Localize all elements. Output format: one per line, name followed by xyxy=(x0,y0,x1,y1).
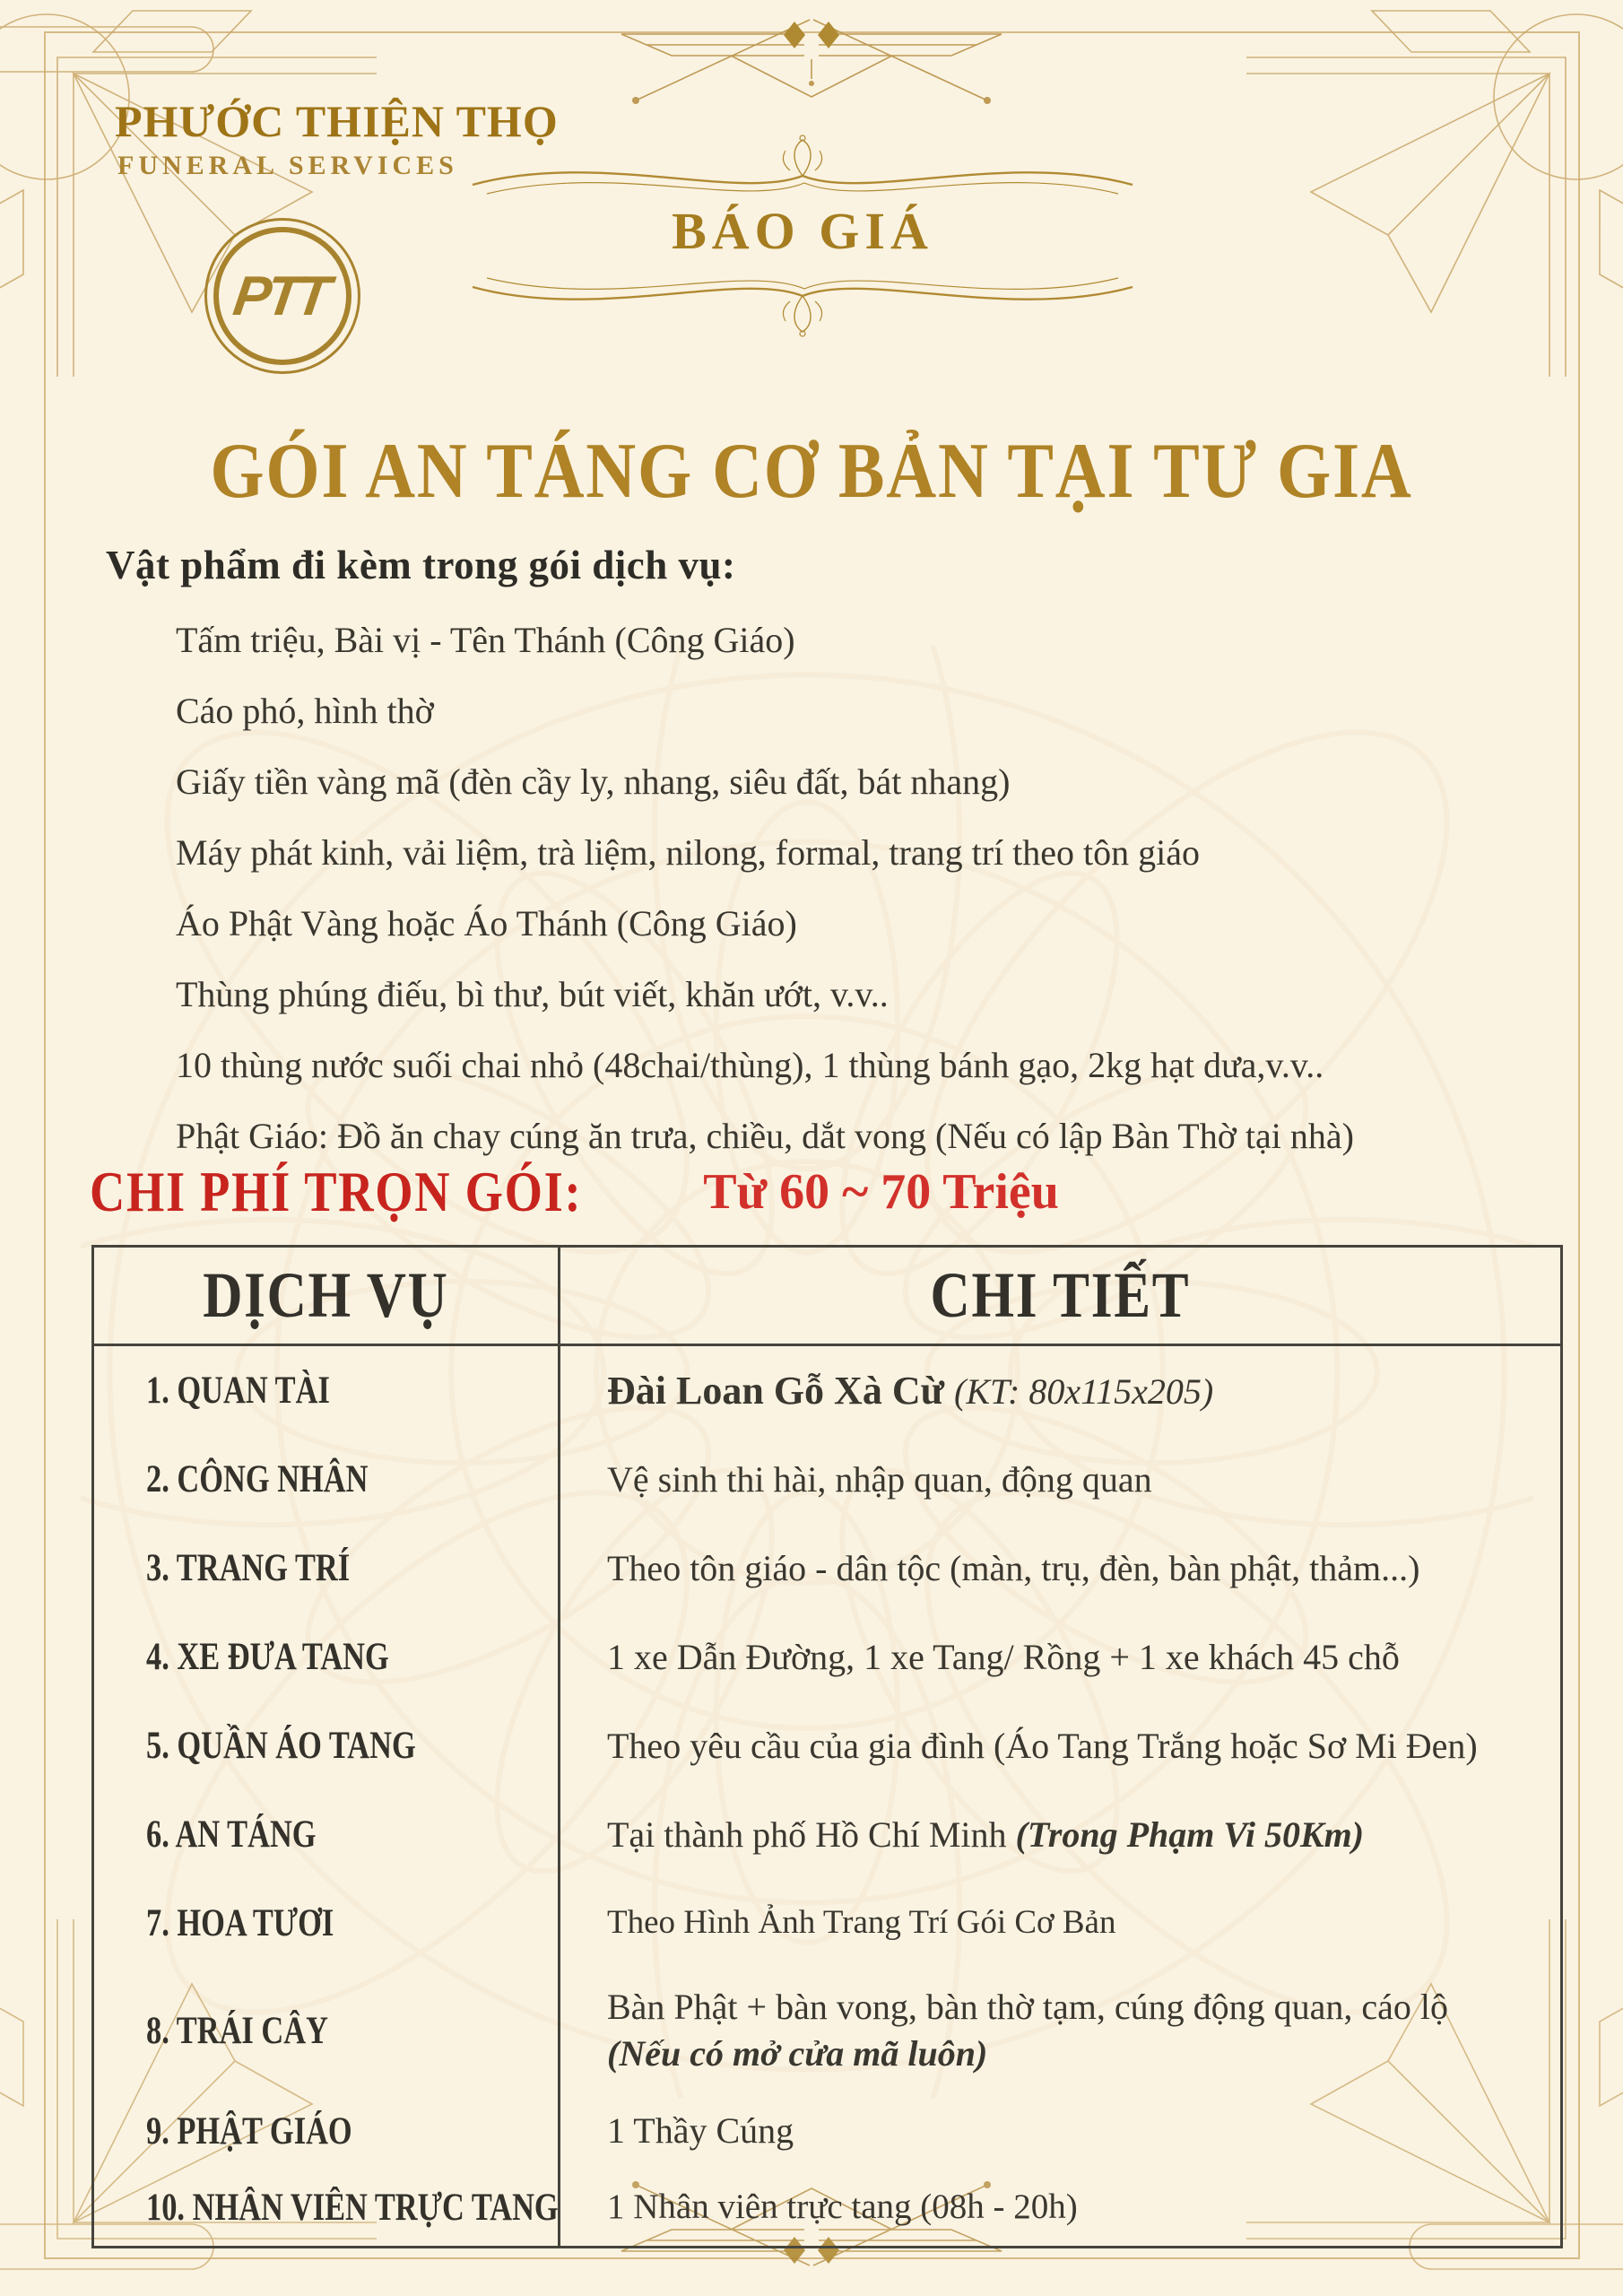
detail-cell xyxy=(558,2093,1560,2169)
table-row xyxy=(94,1435,1560,1524)
service-name: 9. PHẬT GIÁO xyxy=(146,2109,352,2152)
table-header-detail xyxy=(558,1248,1560,1344)
service-name: 1. QUAN TÀI xyxy=(146,1370,330,1412)
table-row xyxy=(94,1613,1560,1701)
brand-logo-ring xyxy=(213,227,352,365)
page-title: GÓI AN TÁNG CƠ BẢN TẠI TƯ GIA xyxy=(210,428,1413,515)
detail-line: Theo Hình Ảnh Trang Trí Gói Cơ Bản xyxy=(607,1904,1116,1942)
detail-line: Theo tôn giáo - dân tộc (màn, trụ, đèn, bàn phật, thảm...) xyxy=(607,1547,1420,1588)
included-item: 10 thùng nước suối chai nhỏ (48chai/thùng), 1 thùng bánh gạo, 2kg hạt dưa,v.v.. xyxy=(176,1045,1324,1085)
brand-logo-text: PTT xyxy=(230,265,330,327)
wing-ornament-icon xyxy=(596,14,1027,113)
detail-line: Tại thành phố Hồ Chí Minh (Trong Phạm Vi 50Km) xyxy=(607,1813,1365,1855)
service-name: 7. HOA TƯƠI xyxy=(146,1902,334,1944)
included-heading: Vật phẩm đi kèm trong gói dịch vụ: xyxy=(106,543,736,587)
included-item: Cáo phó, hình thờ xyxy=(176,691,434,731)
flourish-icon xyxy=(471,262,1134,337)
detail-line: Vệ sinh thi hài, nhập quan, động quan xyxy=(607,1458,1152,1500)
table-row xyxy=(94,2093,1560,2169)
table-row xyxy=(94,1879,1560,1968)
included-item: Máy phát kinh, vải liệm, trà liệm, nilong, formal, trang trí theo tôn giáo xyxy=(176,832,1200,873)
service-cell xyxy=(94,1790,558,1879)
company-name: PHƯỚC THIỆN THỌ xyxy=(115,96,559,146)
detail-cell xyxy=(558,1613,1560,1701)
table-header-service-label: DỊCH VỤ xyxy=(203,1259,449,1331)
corner-ornament-icon xyxy=(1246,0,1623,377)
service-name: 6. AN TÁNG xyxy=(146,1813,317,1856)
service-cell xyxy=(94,1968,558,2093)
table-body xyxy=(94,1346,1560,2246)
detail-line: Đài Loan Gỗ Xà Cừ (KT: 80x115x205) xyxy=(607,1368,1214,1413)
table-row xyxy=(94,2169,1560,2246)
detail-line: 1 Nhân viên trực tang (08h - 20h) xyxy=(607,2187,1078,2226)
detail-cell xyxy=(558,1524,1560,1613)
detail-cell xyxy=(558,1701,1560,1790)
service-name: 5. QUẦN ÁO TANG xyxy=(146,1725,416,1767)
detail-line: Theo yêu cầu của gia đình (Áo Tang Trắng hoặc Sơ Mi Đen) xyxy=(607,1725,1478,1766)
included-item: Tấm triệu, Bài vị - Tên Thánh (Công Giáo) xyxy=(176,620,795,660)
table-header-detail-label: CHI TIẾT xyxy=(930,1259,1191,1331)
detail-cell xyxy=(558,1346,1560,1435)
detail-line: Bàn Phật + bàn vong, bàn thờ tạm, cúng động quan, cáo lộ xyxy=(607,1987,1448,2027)
table-header-row xyxy=(94,1248,1560,1346)
service-cell xyxy=(94,2169,558,2246)
service-name: 2. CÔNG NHÂN xyxy=(146,1458,369,1500)
table-row xyxy=(94,1968,1560,2093)
table-header-service xyxy=(94,1248,558,1344)
detail-cell xyxy=(558,1790,1560,1879)
included-item: Giấy tiền vàng mã (đèn cầy ly, nhang, siêu đất, bát nhang) xyxy=(176,761,1011,802)
service-cell xyxy=(94,1524,558,1613)
doc-label: BÁO GIÁ xyxy=(672,202,933,260)
detail-cell xyxy=(558,1879,1560,1968)
detail-line: 1 xe Dẫn Đường, 1 xe Tang/ Rồng + 1 xe khách 45 chỗ xyxy=(607,1636,1400,1677)
flourish-icon xyxy=(471,135,1134,210)
detail-line: 1 Thầy Cúng xyxy=(607,2110,794,2151)
included-item: Phật Giáo: Đồ ăn chay cúng ăn trưa, chiều, dắt vong (Nếu có lập Bàn Thờ tại nhà) xyxy=(176,1116,1354,1156)
service-name: 4. XE ĐƯA TANG xyxy=(146,1636,389,1678)
service-cell xyxy=(94,1435,558,1524)
detail-cell xyxy=(558,1968,1560,2093)
service-cell xyxy=(94,1613,558,1701)
table-row xyxy=(94,1346,1560,1435)
services-table xyxy=(91,1245,1563,2248)
service-name: 8. TRÁI CÂY xyxy=(146,2009,328,2052)
price-label: CHI PHÍ TRỌN GÓI: xyxy=(90,1160,583,1223)
included-list xyxy=(176,604,1354,1171)
service-cell xyxy=(94,1346,558,1435)
service-cell xyxy=(94,1879,558,1968)
brand-logo xyxy=(204,218,360,374)
detail-line: (Nếu có mở cửa mã luôn) xyxy=(607,2033,988,2074)
included-item: Thùng phúng điếu, bì thư, bút viết, khăn ướt, v.v.. xyxy=(176,974,889,1014)
detail-cell xyxy=(558,2169,1560,2246)
service-name: 3. TRANG TRÍ xyxy=(146,1547,351,1589)
service-name: 10. NHÂN VIÊN TRỰC TANG xyxy=(146,2186,559,2229)
service-cell xyxy=(94,1701,558,1790)
included-item: Áo Phật Vàng hoặc Áo Thánh (Công Giáo) xyxy=(176,903,797,944)
price-row xyxy=(90,1159,1059,1225)
table-row xyxy=(94,1524,1560,1613)
company-subtitle: FUNERAL SERVICES xyxy=(117,151,458,180)
service-cell xyxy=(94,2093,558,2169)
detail-cell xyxy=(558,1435,1560,1524)
price-value: Từ 60 ~ 70 Triệu xyxy=(703,1164,1059,1220)
table-row xyxy=(94,1701,1560,1790)
table-row xyxy=(94,1790,1560,1879)
